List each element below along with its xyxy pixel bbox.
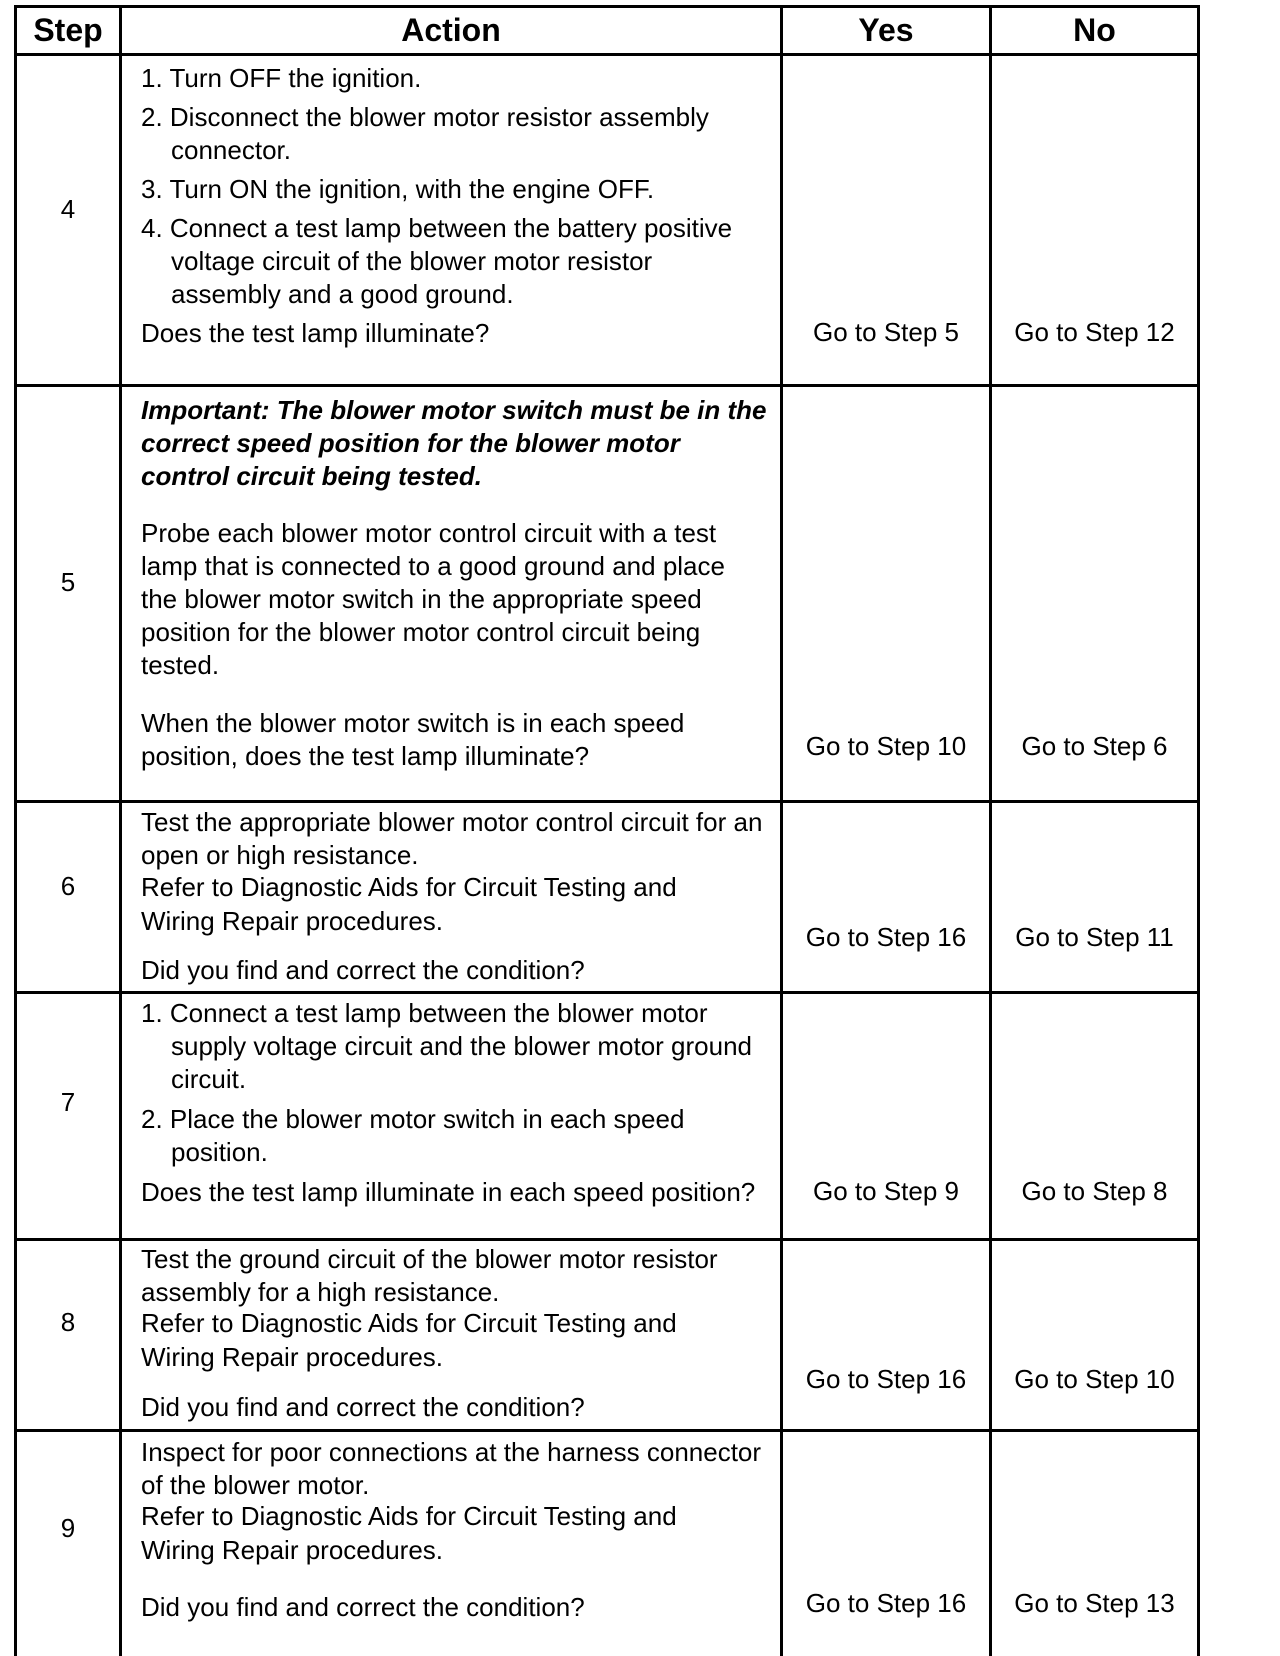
action-line: Refer to Diagnostic Aids for Circuit Testing and bbox=[141, 1308, 677, 1338]
question-line: Does the test lamp illuminate? bbox=[141, 318, 490, 348]
table-border-right bbox=[1197, 5, 1200, 1656]
action-line: tested. bbox=[141, 650, 220, 680]
header-action: Action bbox=[401, 12, 501, 48]
column-divider bbox=[780, 5, 783, 1656]
no-result: Go to Step 13 bbox=[1014, 1588, 1175, 1618]
action-line: connector. bbox=[171, 135, 291, 165]
action-line: position. bbox=[171, 1137, 268, 1167]
action-line: position for the blower motor control circuit being bbox=[141, 617, 701, 647]
question-line: Does the test lamp illuminate in each speed position? bbox=[141, 1177, 756, 1207]
header-step: Step bbox=[33, 12, 103, 48]
yes-result: Go to Step 16 bbox=[805, 1588, 967, 1618]
row-divider bbox=[14, 1429, 1200, 1432]
action-line: 1. Turn OFF the ignition. bbox=[141, 63, 422, 93]
important-note: control circuit being tested. bbox=[141, 461, 482, 491]
action-line: 4. Connect a test lamp between the battery positive bbox=[141, 213, 733, 243]
question-line: When the blower motor switch is in each speed bbox=[141, 708, 685, 738]
question-line: Did you find and correct the condition? bbox=[141, 1392, 585, 1422]
yes-result: Go to Step 16 bbox=[805, 922, 967, 952]
action-line: open or high resistance. bbox=[141, 840, 419, 870]
step-number: 8 bbox=[60, 1307, 76, 1337]
action-line: 2. Disconnect the blower motor resistor assembly bbox=[141, 102, 709, 132]
yes-result: Go to Step 16 bbox=[805, 1364, 967, 1394]
action-line: Wiring Repair procedures. bbox=[141, 906, 444, 936]
row-divider bbox=[14, 991, 1200, 994]
header-no: No bbox=[1073, 12, 1116, 48]
no-result: Go to Step 12 bbox=[1014, 317, 1175, 347]
yes-result: Go to Step 5 bbox=[813, 317, 959, 347]
step-number: 4 bbox=[60, 194, 76, 224]
table-border-left bbox=[14, 5, 17, 1656]
action-line: assembly for a high resistance. bbox=[141, 1277, 500, 1307]
action-line: Wiring Repair procedures. bbox=[141, 1535, 444, 1565]
row-divider bbox=[14, 53, 1200, 56]
yes-result: Go to Step 9 bbox=[813, 1176, 959, 1206]
action-line: Test the ground circuit of the blower motor resistor bbox=[141, 1244, 718, 1274]
action-line: Refer to Diagnostic Aids for Circuit Testing and bbox=[141, 1501, 677, 1531]
action-line: assembly and a good ground. bbox=[171, 279, 514, 309]
row-divider bbox=[14, 384, 1200, 387]
step-number: 5 bbox=[60, 567, 76, 597]
header-yes: Yes bbox=[858, 12, 914, 48]
diagnostic-table bbox=[14, 5, 1264, 1656]
action-line: circuit. bbox=[171, 1064, 247, 1094]
action-line: the blower motor switch in the appropriate speed bbox=[141, 584, 702, 614]
no-result: Go to Step 10 bbox=[1014, 1364, 1175, 1394]
action-line: Refer to Diagnostic Aids for Circuit Testing and bbox=[141, 872, 677, 902]
yes-result: Go to Step 10 bbox=[805, 731, 967, 761]
row-divider bbox=[14, 1238, 1200, 1241]
no-result: Go to Step 6 bbox=[1021, 731, 1168, 761]
no-result: Go to Step 11 bbox=[1015, 922, 1174, 952]
question-line: Did you find and correct the condition? bbox=[141, 955, 585, 985]
no-result: Go to Step 8 bbox=[1021, 1176, 1168, 1206]
action-line: supply voltage circuit and the blower motor ground bbox=[171, 1031, 752, 1061]
action-line: 1. Connect a test lamp between the blower motor bbox=[141, 998, 708, 1028]
action-line: voltage circuit of the blower motor resistor bbox=[171, 246, 653, 276]
action-line: 2. Place the blower motor switch in each speed bbox=[141, 1104, 685, 1134]
important-note: correct speed position for the blower motor bbox=[141, 428, 680, 458]
action-line: Test the appropriate blower motor control circuit for an bbox=[141, 807, 763, 837]
action-line: 3. Turn ON the ignition, with the engine OFF. bbox=[141, 174, 655, 204]
important-note: Important: The blower motor switch must be in the bbox=[141, 395, 767, 425]
step-number: 6 bbox=[60, 871, 76, 901]
column-divider bbox=[119, 5, 122, 1656]
action-line: Probe each blower motor control circuit with a test bbox=[141, 518, 717, 548]
question-line: Did you find and correct the condition? bbox=[141, 1592, 585, 1622]
question-line: position, does the test lamp illuminate? bbox=[141, 741, 590, 771]
step-number: 7 bbox=[60, 1087, 76, 1117]
action-line: of the blower motor. bbox=[141, 1470, 370, 1500]
action-line: lamp that is connected to a good ground and place bbox=[141, 551, 725, 581]
step-number: 9 bbox=[60, 1513, 76, 1543]
action-line: Inspect for poor connections at the harness connector bbox=[141, 1437, 762, 1467]
action-line: Wiring Repair procedures. bbox=[141, 1342, 444, 1372]
row-divider bbox=[14, 800, 1200, 803]
column-divider bbox=[989, 5, 992, 1656]
